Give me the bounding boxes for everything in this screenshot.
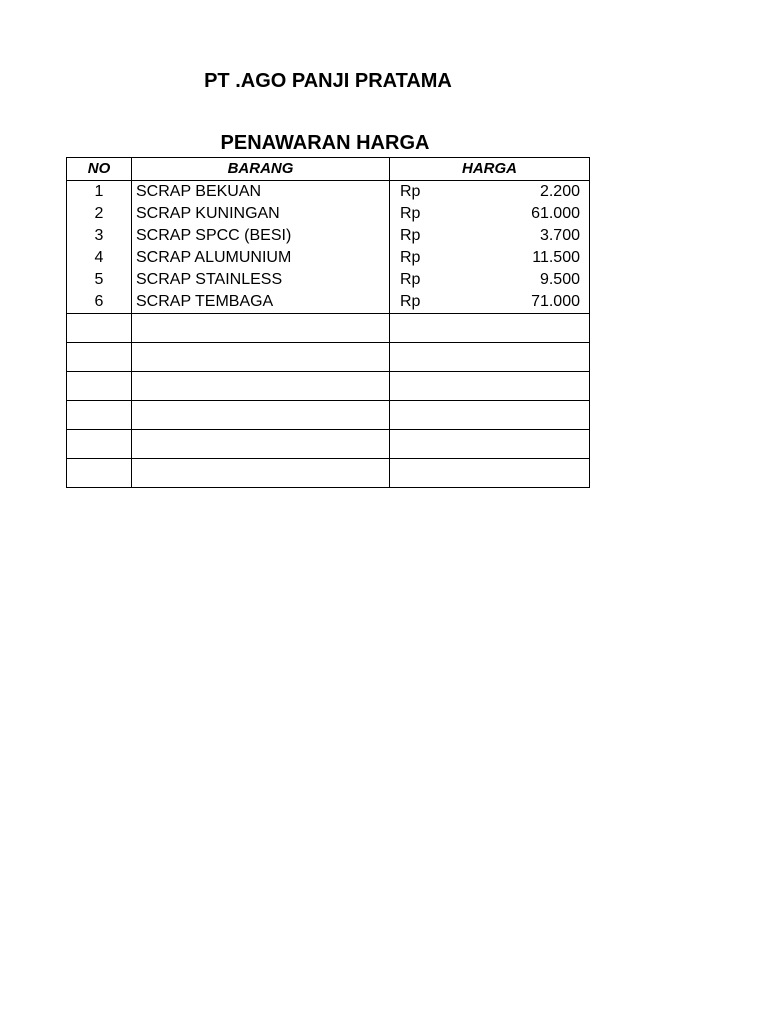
empty-row bbox=[67, 459, 590, 488]
empty-cell bbox=[390, 343, 590, 372]
empty-cell bbox=[132, 459, 390, 488]
row-no: 1 bbox=[67, 181, 132, 204]
empty-cell bbox=[67, 401, 132, 430]
row-price: 61.000 bbox=[531, 205, 580, 222]
row-price: 2.200 bbox=[539, 183, 580, 200]
empty-cell bbox=[67, 430, 132, 459]
row-currency: Rp bbox=[400, 249, 421, 266]
row-item: SCRAP ALUMUNIUM bbox=[132, 247, 390, 269]
empty-cell bbox=[132, 314, 390, 343]
header-no: NO bbox=[67, 158, 132, 181]
row-price-cell bbox=[390, 269, 590, 291]
row-price-cell bbox=[390, 181, 590, 204]
row-price: 9.500 bbox=[539, 271, 580, 288]
empty-cell bbox=[132, 401, 390, 430]
empty-cell bbox=[390, 430, 590, 459]
row-no: 2 bbox=[67, 203, 132, 225]
empty-cell bbox=[390, 372, 590, 401]
table-row bbox=[67, 225, 590, 247]
header-price: HARGA bbox=[390, 158, 590, 181]
empty-row bbox=[67, 372, 590, 401]
row-no: 5 bbox=[67, 269, 132, 291]
empty-row bbox=[67, 430, 590, 459]
table-row bbox=[67, 181, 590, 204]
empty-cell bbox=[390, 401, 590, 430]
row-item: SCRAP STAINLESS bbox=[132, 269, 390, 291]
table-row bbox=[67, 291, 590, 314]
price-table bbox=[66, 157, 590, 488]
row-item: SCRAP BEKUAN bbox=[132, 181, 390, 204]
row-no: 3 bbox=[67, 225, 132, 247]
row-currency: Rp bbox=[400, 227, 421, 244]
empty-row bbox=[67, 401, 590, 430]
table-row bbox=[67, 269, 590, 291]
empty-cell bbox=[132, 430, 390, 459]
empty-cell bbox=[67, 314, 132, 343]
empty-cell bbox=[67, 343, 132, 372]
row-currency: Rp bbox=[400, 183, 421, 200]
table-header-row bbox=[67, 158, 590, 181]
row-price-cell bbox=[390, 225, 590, 247]
row-price: 11.500 bbox=[532, 249, 580, 266]
row-item: SCRAP SPCC (BESI) bbox=[132, 225, 390, 247]
row-no: 6 bbox=[67, 291, 132, 314]
row-price-cell bbox=[390, 247, 590, 269]
empty-cell bbox=[132, 372, 390, 401]
document-title: PENAWARAN HARGA bbox=[220, 132, 430, 154]
company-name: PT .AGO PANJI PRATAMA bbox=[204, 70, 452, 92]
row-item: SCRAP TEMBAGA bbox=[132, 291, 390, 314]
row-no: 4 bbox=[67, 247, 132, 269]
row-price-cell bbox=[390, 291, 590, 314]
row-price: 3.700 bbox=[539, 227, 580, 244]
empty-cell bbox=[390, 314, 590, 343]
row-currency: Rp bbox=[400, 271, 421, 288]
header-item: BARANG bbox=[132, 158, 390, 181]
row-price: 71.000 bbox=[531, 293, 580, 310]
empty-cell bbox=[390, 459, 590, 488]
row-item: SCRAP KUNINGAN bbox=[132, 203, 390, 225]
empty-cell bbox=[132, 343, 390, 372]
empty-row bbox=[67, 343, 590, 372]
table-row bbox=[67, 247, 590, 269]
row-currency: Rp bbox=[400, 293, 421, 310]
table-row bbox=[67, 203, 590, 225]
empty-row bbox=[67, 314, 590, 343]
row-price-cell bbox=[390, 203, 590, 225]
empty-cell bbox=[67, 372, 132, 401]
row-currency: Rp bbox=[400, 205, 421, 222]
empty-cell bbox=[67, 459, 132, 488]
